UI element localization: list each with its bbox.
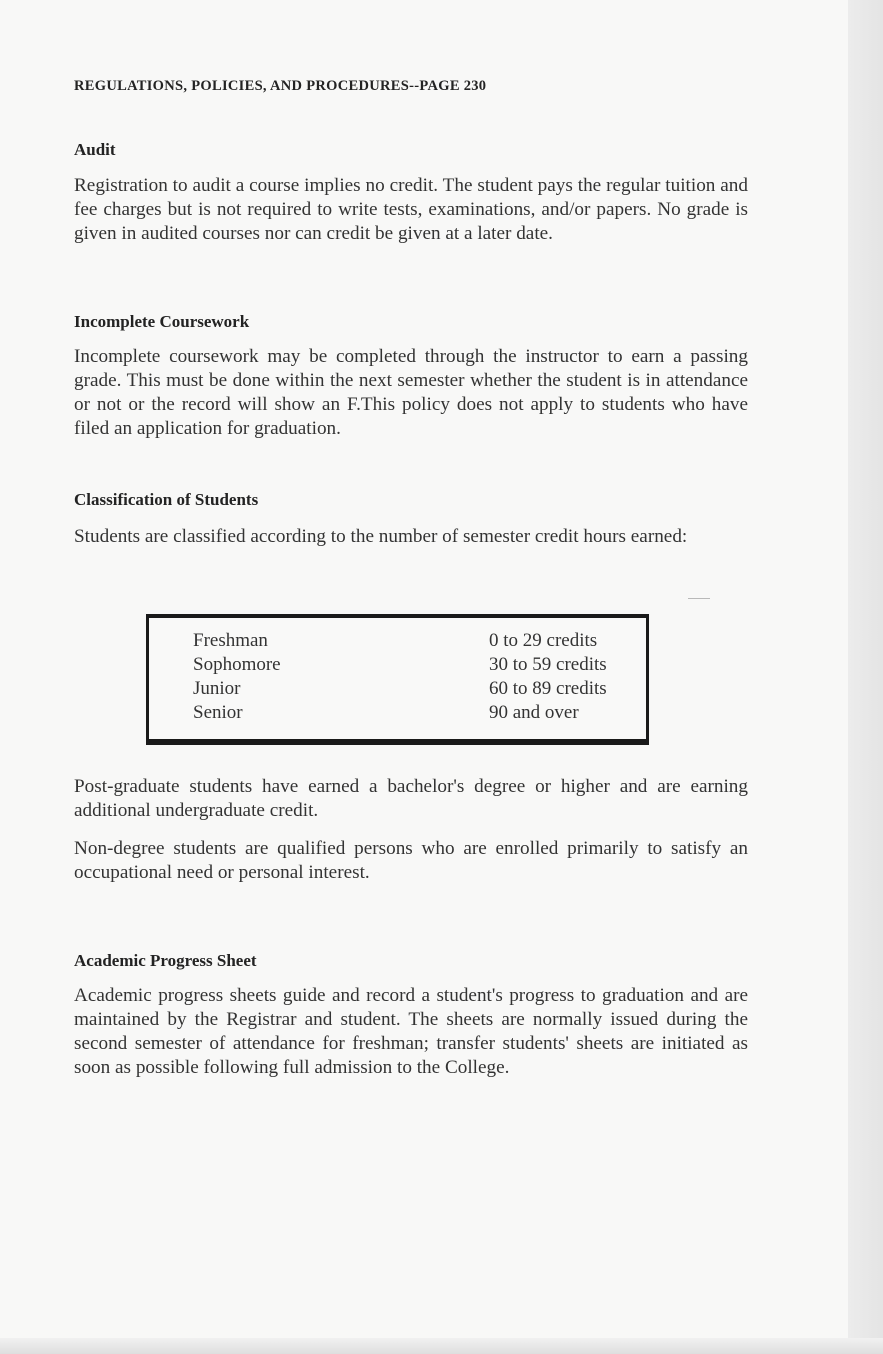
credit-range: 30 to 59 credits bbox=[489, 654, 607, 675]
credit-range: 60 to 89 credits bbox=[489, 678, 607, 699]
table-row bbox=[193, 629, 633, 653]
incomplete-coursework-heading: Incomplete Coursework bbox=[74, 312, 250, 331]
class-name: Senior bbox=[193, 702, 243, 723]
audit-paragraph: Registration to audit a course implies no credit. The student pays the regular tuition and fee charges but is not required to write tests, examinations, and/or papers. No grade is given in audited courses nor can credit be given at a later date. bbox=[74, 175, 748, 244]
class-name: Freshman bbox=[193, 630, 268, 651]
classification-intro: Students are classified according to the number of semester credit hours earned: bbox=[74, 526, 688, 547]
page-header: REGULATIONS, POLICIES, AND PROCEDURES--PAGE 230 bbox=[74, 78, 487, 94]
page-edge bbox=[848, 0, 883, 1354]
academic-progress-paragraph: Academic progress sheets guide and record a student's progress to graduation and are maintained by the Registrar and student. The sheets are normally issued during the second semester of attendance for freshman; transfer students' sheets are initiated as soon as possible following full admission to the College. bbox=[74, 985, 748, 1078]
margin-mark bbox=[688, 598, 710, 599]
non-degree-paragraph: Non-degree students are qualified persons who are enrolled primarily to satisfy an occupational need or personal interest. bbox=[74, 838, 748, 883]
credit-range: 0 to 29 credits bbox=[489, 630, 598, 651]
page-bottom-shadow bbox=[0, 1338, 883, 1354]
class-name: Junior bbox=[193, 678, 241, 699]
table-row bbox=[193, 653, 633, 677]
credit-range: 90 and over bbox=[489, 702, 579, 723]
classification-heading: Classification of Students bbox=[74, 490, 259, 509]
academic-progress-heading: Academic Progress Sheet bbox=[74, 951, 257, 970]
incomplete-coursework-paragraph: Incomplete coursework may be completed through the instructor to earn a passing grade. This must be done within the next semester whether the student is in attendance or not or the record will show an F.This policy does not apply to students who have filed an application for graduation. bbox=[74, 346, 748, 439]
classification-table bbox=[146, 614, 649, 745]
class-name: Sophomore bbox=[193, 654, 281, 675]
post-graduate-paragraph: Post-graduate students have earned a bachelor's degree or higher and are earning additional undergraduate credit. bbox=[74, 776, 748, 821]
table-row bbox=[193, 677, 633, 701]
audit-heading: Audit bbox=[74, 140, 116, 159]
table-row bbox=[193, 701, 633, 725]
